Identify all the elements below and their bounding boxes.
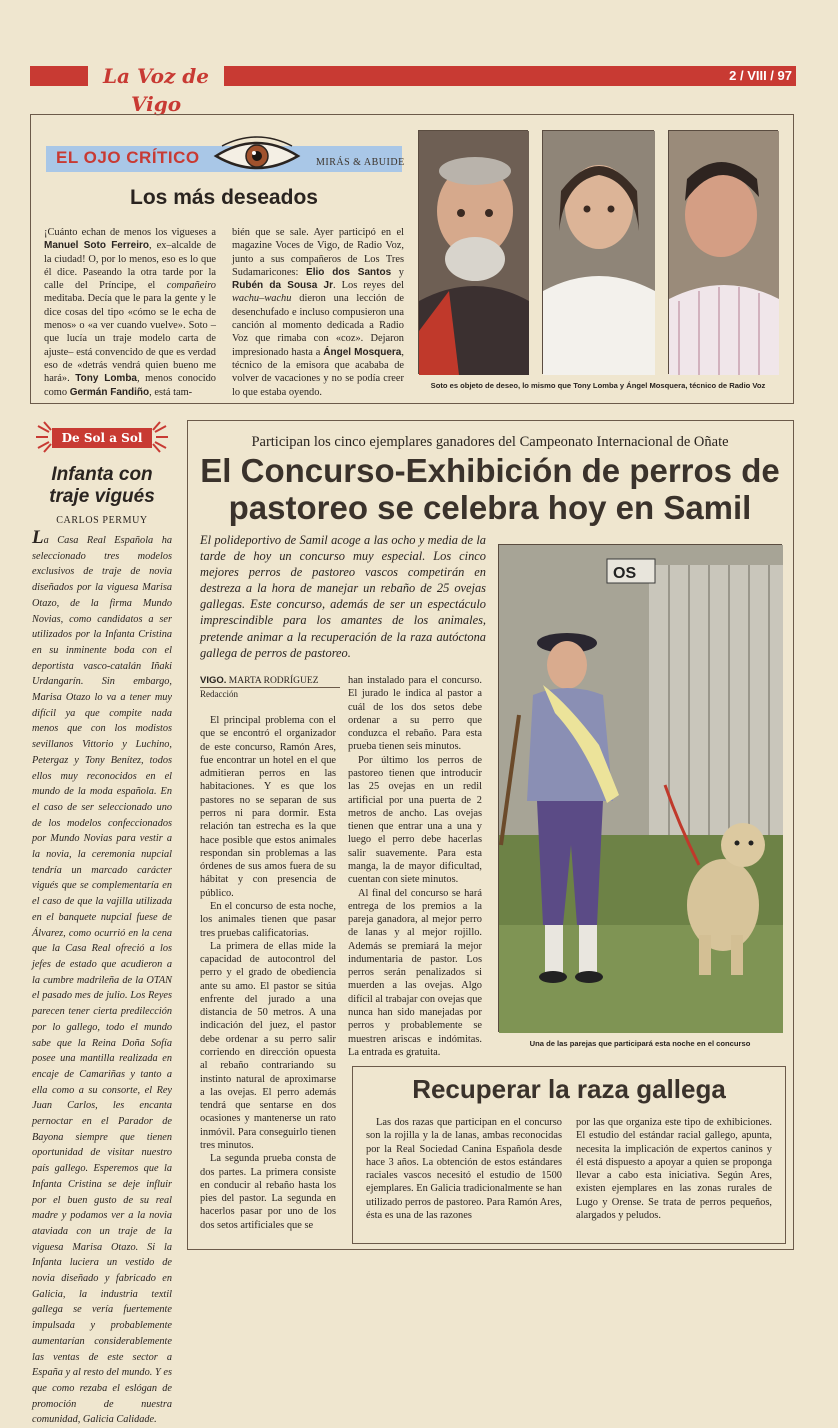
masthead-bar-left xyxy=(30,66,88,86)
paragraph: Por último los perros de pastoreo tienen que introducir las 25 ovejas en un redil artificial por una puerta de 2 metros de ancho. Las ovejas tienen que entrar una a una y luego el perro debe hacerlas salir suavemente. Para esta manga, la de mayor dificultad, cuentan con siete minutos. xyxy=(348,754,482,886)
column-headline: Infanta con traje vigués xyxy=(49,464,155,507)
italic-text: wachu–wachu xyxy=(232,293,292,305)
photo-manuel-soto xyxy=(418,130,528,374)
sidebar-headline: Recuperar la raza gallega xyxy=(412,1074,726,1104)
ojo-column-1 xyxy=(44,226,216,399)
byline-role: Redacción xyxy=(200,689,238,699)
byline-place: VIGO. xyxy=(200,675,227,686)
article-column-1 xyxy=(200,714,336,1232)
issue-date: 2 / VIII / 97 xyxy=(729,68,792,83)
text-run: meditaba. Decía que le para la gente y le dice cosas del tipo «cómo se le echa de menos» o «a ver cuando vuelve». Soto –que lucía un traje modelo carta de ajuste– está convencido de que es verdad eso de «detrás vendrá quien bueno me hará». xyxy=(44,293,216,385)
ojo-column-2 xyxy=(232,226,404,399)
article-byline xyxy=(200,675,340,688)
text-run: , ex–alcalde de la ciudad! O, por lo menos, eso es lo que él dice. Paseando la otra tarde por la calle del Príncipe, el xyxy=(44,240,216,292)
text-run: . Los reyes del xyxy=(333,280,405,292)
newspaper-logo: La Voz de Vigo xyxy=(102,64,210,116)
section-title: EL OJO CRÍTICO xyxy=(56,148,200,167)
text-run: , está tam- xyxy=(149,386,193,398)
text-run: bién que se sale. Ayer participó en el magazine Voces de Vigo, de Radio Voz, junto a sus compañeros de Los Tres Sudamaricones: xyxy=(232,227,404,278)
photo-tony-lomba xyxy=(542,130,654,374)
text-run: y xyxy=(391,266,405,278)
article-kicker: Participan los cinco ejemplares ganadores del Campeonato Internacional de Oñate xyxy=(251,434,729,450)
column-body xyxy=(32,527,172,1428)
bold-name: Ángel Mosquera xyxy=(323,346,402,358)
paragraph: Al final del concurso se hará entrega de los premios a la pareja ganadora, al mejor perro de lanas y al mejor rojillo. Además se premiará la mejor indumentaria de pastor. Los perros serán penalizados si muerden a las ovejas. Algo difícil al trabajar con ovejas que nunca han sido manejadas por perros y probablemente se muestren ariscas e indómitas. La entrada es gratuita. xyxy=(348,887,482,1058)
text-run: , técnico de la emisora que acababa de volver de vacaciones y no se podía creer lo que estaba oyendo. xyxy=(232,346,404,398)
bold-name: Manuel Soto Ferreiro xyxy=(44,240,149,252)
paragraph: En el concurso de esta noche, los animales tienen que pasar tres pruebas calificatorias. xyxy=(200,900,336,939)
italic-text: compañeiro xyxy=(166,280,216,292)
paragraph: La primera de ellas mide la capacidad de autocontrol del perro y el grado de obediencia ante su amo. El pastor se sitúa enfrente del jurado a una distancia de 50 metros. A una indicación del juez, el pastor debe ordenar a su perro salir corriendo en dirección opuesta al rebaño contrariando su instinto natural de aproximarse a las ovejas. El perro además tendrá que sentarse en dos ocasiones y mantenerse un rato inmóvil. Para conseguirlo tienen tres minutos. xyxy=(200,940,336,1151)
sidebar-column-1: Las dos razas que participan en el concurso son la rojilla y la de lanas, ambas reconocidas por la Real Sociedad Canina Española desde hace 3 años. La obtención de estos estándares raciales vascos necesitó el estudio de 1500 ejemplares. En Galicia tradicionalmente se han utilizado perros de pastoreo. Para Ramón Ares, ésta es una de las razones xyxy=(366,1117,562,1222)
bold-name: Elio dos Santos xyxy=(306,266,392,278)
bold-name: Germán Fandiño xyxy=(69,386,150,398)
sidebar-column-2: por las que organiza este tipo de exhibiciones. El estudio del estándar racial gallego, apunta, necesita la implicación de expertos caninos y él está dispuesto a apoyar a quien se proponga llevar a cabo esta iniciativa. Según Ares, existen ejemplares en las zonas rurales de Lugo y Orense. Se trata de perros pequeños, alargados y peludos. xyxy=(576,1117,772,1222)
paragraph: han instalado para el concurso. El jurado le indica al pastor a cuál de los dos setos debe ordenar a su perro que conduzca el rebaño. Para esta prueba tienen seis minutos. xyxy=(348,675,482,753)
text-run: , menos conocido como xyxy=(44,373,216,398)
column-author: CARLOS PERMUY xyxy=(56,515,148,526)
drop-cap: L xyxy=(32,527,44,548)
byline-name: MARTA RODRÍGUEZ xyxy=(226,676,319,686)
masthead-bar-right xyxy=(224,66,796,86)
article-headline: El Concurso-Exhibición de perros de pastoreo se celebra hoy en Samil xyxy=(200,452,780,526)
eye-icon xyxy=(212,136,302,176)
column-label: De Sol a Sol xyxy=(52,428,152,448)
article-lead: El polideportivo de Samil acoge a las ocho y media de la tarde de hoy un concurso muy especial. Los cinco mejores perros de pastoreo vascos competirán en destreza a la hora de manejar un rebaño de 25 ovejas gallegas. Este concurso, además de ser un espectáculo imprescindible para los amantes de los animales, pretende animar a la recuperación de la raza autóctona gallega de perros de pastoreo. xyxy=(200,533,486,660)
section-author: MIRÁS & ABUIDE xyxy=(316,157,405,168)
paragraph: El principal problema con el que se encontró el organizador de este concurso, Ramón Ares, fue encontrar un hotel en el que admitieran perros en las habitaciones. Y es que los pastores no se separan de sus perros ni para dormir. Esta relación tan estrecha es la que hace posible que estos animales respondan sin problemas a las órdenes de sus amos fuera de su hábitat y con presencia de público. xyxy=(200,715,336,899)
text-run: dieron una lección de desenchufado e incluso compusieron una canción al momento dedicada a Radio Voz que rimaba con «coz». Dejaron impresionado hasta a xyxy=(232,293,404,358)
photo-angel-mosquera xyxy=(668,130,778,374)
paragraph: La segunda prueba consta de dos partes. La primera consiste en conducir al rebaño hasta los pies del pastor. La segunda en hacerlos pasar por uno de los dos setos artificiales que se xyxy=(200,1153,336,1231)
bold-name: Tony Lomba xyxy=(75,373,137,385)
photo-shepherd-and-dog xyxy=(498,544,782,1032)
column-body-text: a Casa Real Española ha seleccionado tres modelos exclusivos de traje de novia diseñados por la viguesa Marisa Otazo, de la firma Mundo Novias, como candidatos a ser utilizados por la Infanta Cristina en su inminente boda con el deportista vasco-catalán Iñaki Urdangarín. Sin embargo, Marisa Otazo lo va a tener muy difícil ya que compite nada menos que con los modistos sevillanos Vittorio y Luchino, Petergaz y Tony Benítez, todos ellos muy reconocidos en el mundo de la moda española. En el caso de ser seleccionado uno de los modelos confeccionados por Mundo Novias para vestir a la novia, la ceremonia nupcial tendría un marcado carácter vigués que se complementaría en el caso de que la vajilla utilizada en el banquete nupcial fuese de Álvarez, como ocurrió en la cena que la Casa Real ofreció a los jefes de estado que acudieron a la cumbre madrileña de la OTAN el pasado mes de julio. Los Reyes parecen tener cierta predilección por lo gallego, todo el mundo sabe que la Reina Doña Sofía posee una mantilla realizada en encaje de Camariñas y tanto a ella como a su consorte, el Rey Juan Carlos, les encanta pernoctar en el Parador de Bayona siempre que tienen oportunidad de visitar nuestro país gallego. Esperemos que la Infanta Cristina se deje influir por el buen gusto de su real madre y podamos ver a la novia ataviada con un traje de la viguesa Marisa Otazo. Si la Infanta luciera un vestido de novia diseñado y fabricado en Galicia, la industria textil gallega se vería fuertemente impulsada y probablemente aumentarían considerablemente las ventas de este sector a España y al resto del mundo. Y es que como rezaba el eslógan de promoción de nuestra comunidad, Galicia Calidade. xyxy=(32,535,172,1426)
article-column-2 xyxy=(348,674,482,1059)
photo-sign-text: OS xyxy=(613,565,637,582)
photo-caption: Una de las parejas que participará esta noche en el concurso xyxy=(529,1039,751,1048)
text-run: ¡Cuánto echan de menos los vigueses a xyxy=(44,227,216,238)
ojo-headline: Los más deseados xyxy=(130,186,318,209)
photo-caption: Soto es objeto de deseo, lo mismo que Tony Lomba y Ángel Mosquera, técnico de Radio Voz xyxy=(430,381,766,390)
bold-name: Rubén da Sousa Jr xyxy=(232,280,333,292)
